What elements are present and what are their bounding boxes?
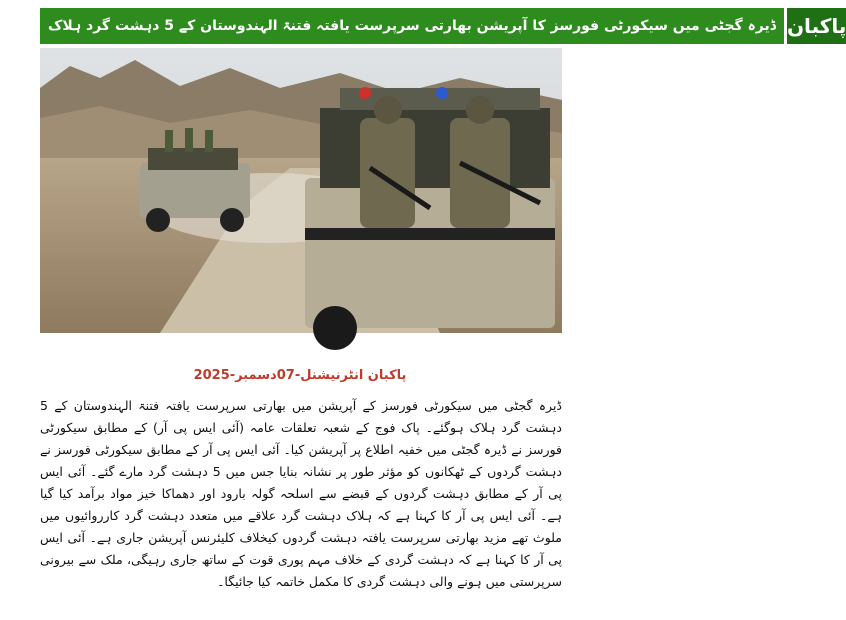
brand-label: پاکبان xyxy=(784,8,846,44)
news-photo xyxy=(40,48,562,333)
article-body xyxy=(40,395,562,593)
headline-text: ڈیرہ گجٹی میں سیکورٹی فورسز کا آپریشن بھارتی سرپرست یافتہ فتنۃ الہندوستان کے 5 دہشت گرد ہلاک xyxy=(40,8,784,44)
foreground-truck xyxy=(305,87,555,350)
article-paragraph: ڈیرہ گجٹی میں سیکورٹی فورسز کے آپریشن میں بھارتی سرپرست یافتہ فتنۃ الہندوستان کے 5 دہشت گرد ہلاک ہوگئے۔ پاک فوج کے شعبہ تعلقات عامہ (آئی ایس پی آر) کے مطابق سیکورٹی فورسز نے ڈیرہ گجٹی میں خفیہ اطلاع پر آپریشن کیا۔ آئی ایس پی آر کے مطابق سیکورٹی فورسز نے دہشت گردوں کے ٹھکانوں کو مؤثر طور پر نشانہ بنایا جس میں 5 دہشت گرد مارے گئے۔ آئی ایس پی آر کے مطابق دہشت گردوں کے قبضے سے اسلحہ گولہ بارود اور دھماکا خیز مواد برآمد کیا گیا ہے۔ آئی ایس پی آر کا کہنا ہے کہ ہلاک دہشت گرد علاقے میں متعدد دہشت گرد کارروائیوں میں ملوث تھے مزید بھارتی سرپرست یافتہ دہشت گردوں کیخلاف کلیئرنس آپریشن جاری ہے۔ آئی ایس پی آر کا کہنا ہے کہ دہشت گردی کے خلاف مہم پوری قوت کے ساتھ جاری رہیگی، ملک سے بیرونی سرپرستی میں ہونے والی دہشت گردی کا مکمل خاتمہ کیا جائیگا۔ xyxy=(40,398,562,589)
dateline: پاکبان انٹرنیشنل-07دسمبر-2025 xyxy=(193,368,407,383)
headline-banner xyxy=(40,8,846,44)
